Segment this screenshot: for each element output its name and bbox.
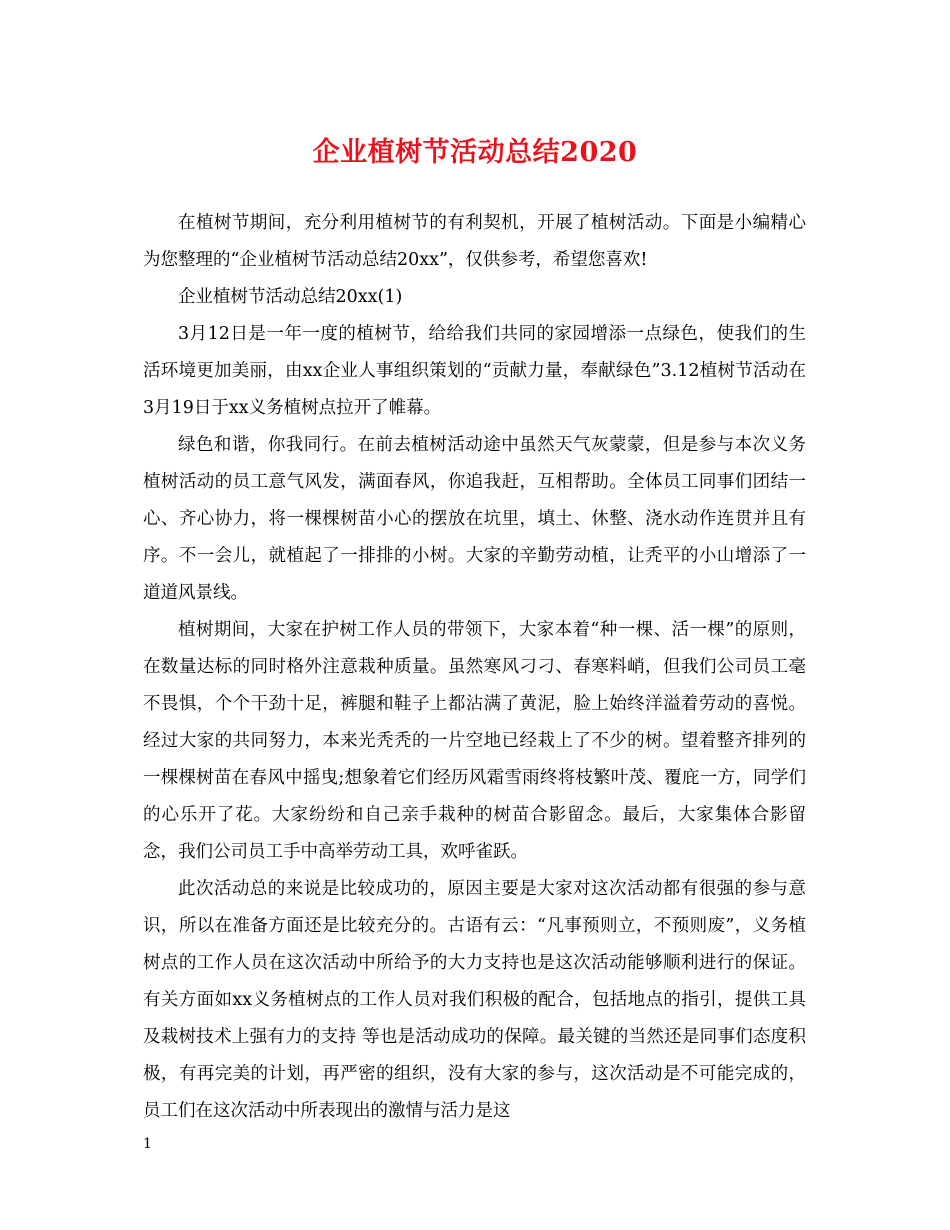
section-heading: 企业植树节活动总结20xx(1) [178, 287, 403, 307]
document-body [143, 205, 806, 1130]
paragraph: 植树期间，大家在护树工作人员的带领下，大家本着“种一棵、活一棵”的原则，在数量达标的同时格外注意栽种质量。虽然寒风刁刁、春寒料峭，但我们公司员工毫不畏惧，个个干劲十足，裤腿和鞋子上都沾满了黄泥，脸上始终洋溢着劳动的喜悦。经过大家的共同努力，本来光秃秃的一片空地已经栽上了不少的树。望着整齐排列的一棵棵树苗在春风中摇曳;想象着它们经历风霜雪雨终将枝繁叶茂、覆庇一方，同学们的心乐开了花。大家纷纷和自己亲手栽种的树苗合影留念。最后，大家集体合影留念，我们公司员工手中高举劳动工具，欢呼雀跃。 [143, 620, 806, 862]
page-title: 企业植树节活动总结2020 [312, 137, 638, 168]
paragraph: 此次活动总的来说是比较成功的，原因主要是大家对这次活动都有很强的参与意识，所以在准备方面还是比较充分的。古语有云：“凡事预则立，不预则废”，义务植树点的工作人员在这次活动中所给予的大力支持也是这次活动能够顺利进行的保证。有关方面如xx义务植树点的工作人员对我们积极的配合，包括地点的指引，提供工具及栽树技术上强有力的支持 等也是活动成功的保障。最关键的当然还是同事们态度积极，有再完美的计划，再严密的组织，没有大家的参与，这次活动是不可能完成的，员工们在这次活动中所表现出的激情与活力是这 [143, 879, 806, 1121]
page-number: 1 [143, 1136, 152, 1152]
paragraph-intro: 在植树节期间，充分利用植树节的有利契机，开展了植树活动。下面是小编精心为您整理的“企业植树节活动总结20xx”，仅供参考，希望您喜欢! [143, 213, 806, 270]
paragraph: 绿色和谐，你我同行。在前去植树活动途中虽然天气灰蒙蒙，但是参与本次义务植树活动的员工意气风发，满面春风，你追我赶，互相帮助。全体员工同事们团结一心、齐心协力，将一棵棵树苗小心的摆放在坑里，填土、休整、浇水动作连贯并且有序。不一会儿，就植起了一排排的小树。大家的辛勤劳动植，让秃平的小山增添了一道道风景线。 [143, 435, 806, 603]
paragraph: 3月12日是一年一度的植树节，给给我们共同的家园增添一点绿色，使我们的生活环境更加美丽，由xx企业人事组织策划的“贡献力量，奉献绿色”3.12植树节活动在3月19日于xx义务植树点拉开了帷幕。 [143, 324, 806, 418]
